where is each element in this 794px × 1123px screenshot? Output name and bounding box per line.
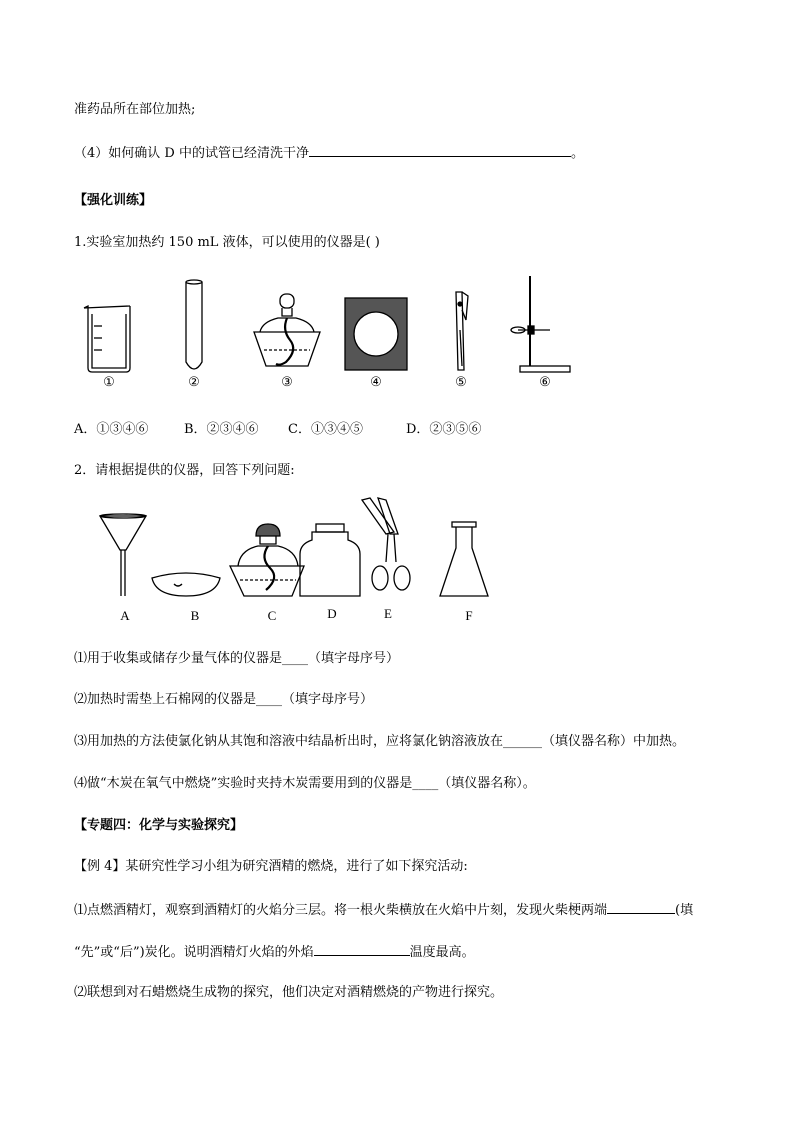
sub-question-2: ⑵加热时需垫上石棉网的仪器是____（填字母序号）	[74, 692, 374, 707]
section-heading-training: 【强化训练】	[74, 193, 153, 208]
alcohol-lamp-icon	[254, 294, 320, 366]
period: 。	[570, 146, 584, 161]
question-2-text: 2．请根据提供的仪器，回答下列问题:	[74, 463, 295, 478]
q2-label-d: D	[327, 606, 337, 621]
q1-label-6: ⑥	[539, 375, 551, 390]
gas-jar-icon	[300, 524, 360, 596]
answer-blank[interactable]	[607, 900, 675, 914]
example-4-part-1a	[74, 900, 693, 920]
text-line-1: 准药品所在部位加热;	[74, 102, 196, 117]
example-4-part-1b	[74, 942, 475, 962]
example-4-part-1a-text: ⑴点燃酒精灯，观察到酒精灯的火焰分三层。将一根火柴横放在火焰中片刻，发现火柴梗两端	[74, 903, 608, 918]
q2-label-a: A	[120, 608, 130, 623]
option-b[interactable]: B．②③④⑥	[184, 422, 259, 437]
q2-instruments-figure	[90, 492, 510, 604]
answer-blank[interactable]	[309, 143, 571, 157]
q2-label-e: E	[384, 606, 392, 621]
q1-instruments-figure	[70, 270, 590, 380]
q1-label-2: ②	[188, 375, 200, 390]
example-4-part-1a-tail: (填	[675, 903, 694, 918]
question-4-text: （4）如何确认 D 中的试管已经清洗干净	[74, 146, 309, 161]
crucible-tongs-icon	[362, 498, 410, 590]
test-tube-icon	[186, 280, 202, 369]
example-4-text: 【例 4】某研究性学习小组为研究酒精的燃烧，进行了如下探究活动:	[74, 859, 468, 874]
iron-stand-icon	[511, 276, 570, 372]
alcohol-lamp-icon	[230, 524, 304, 596]
sub-question-1: ⑴用于收集或储存少量气体的仪器是____（填字母序号）	[74, 651, 400, 666]
example-4-part-1b-text: “先”或“后”)炭化。说明酒精灯火焰的外焰	[74, 945, 314, 960]
q1-options	[74, 421, 481, 439]
funnel-icon	[100, 514, 146, 596]
answer-blank[interactable]	[314, 942, 410, 956]
option-d[interactable]: D．②③⑤⑥	[406, 422, 482, 437]
question-4-line	[74, 143, 584, 163]
option-c[interactable]: C．①③④⑤	[288, 422, 363, 437]
asbestos-gauze-icon	[345, 298, 407, 370]
q1-label-1: ①	[103, 375, 115, 390]
option-a[interactable]: A．①③④⑥	[74, 422, 149, 437]
q2-label-b: B	[190, 608, 200, 623]
example-4-part-1b-tail: 温度最高。	[409, 945, 475, 960]
q1-label-4: ④	[370, 375, 382, 390]
section-heading-topic-4: 【专题四：化学与实验探究】	[74, 818, 244, 833]
q2-label-f: F	[465, 608, 473, 623]
sub-question-4: ⑷做“木炭在氧气中燃烧”实验时夹持木炭需要用到的仪器是____（填仪器名称）。	[74, 776, 536, 791]
beaker-icon	[84, 306, 130, 372]
q1-label-5: ⑤	[455, 375, 467, 390]
evaporating-dish-icon	[152, 573, 220, 596]
q2-label-c: C	[267, 608, 277, 623]
q1-label-3: ③	[281, 375, 293, 390]
conical-flask-icon	[440, 522, 488, 596]
question-1-text: 1.实验室加热约 150 mL 液体，可以使用的仪器是( )	[74, 235, 380, 250]
sub-question-3: ⑶用加热的方法使氯化钠从其饱和溶液中结晶析出时，应将氯化钠溶液放在______（填仪器名称）中加热。	[74, 734, 686, 749]
test-tube-holder-icon	[456, 292, 468, 370]
example-4-part-2: ⑵联想到对石蜡燃烧生成物的探究，他们决定对酒精燃烧的产物进行探究。	[74, 985, 504, 1000]
